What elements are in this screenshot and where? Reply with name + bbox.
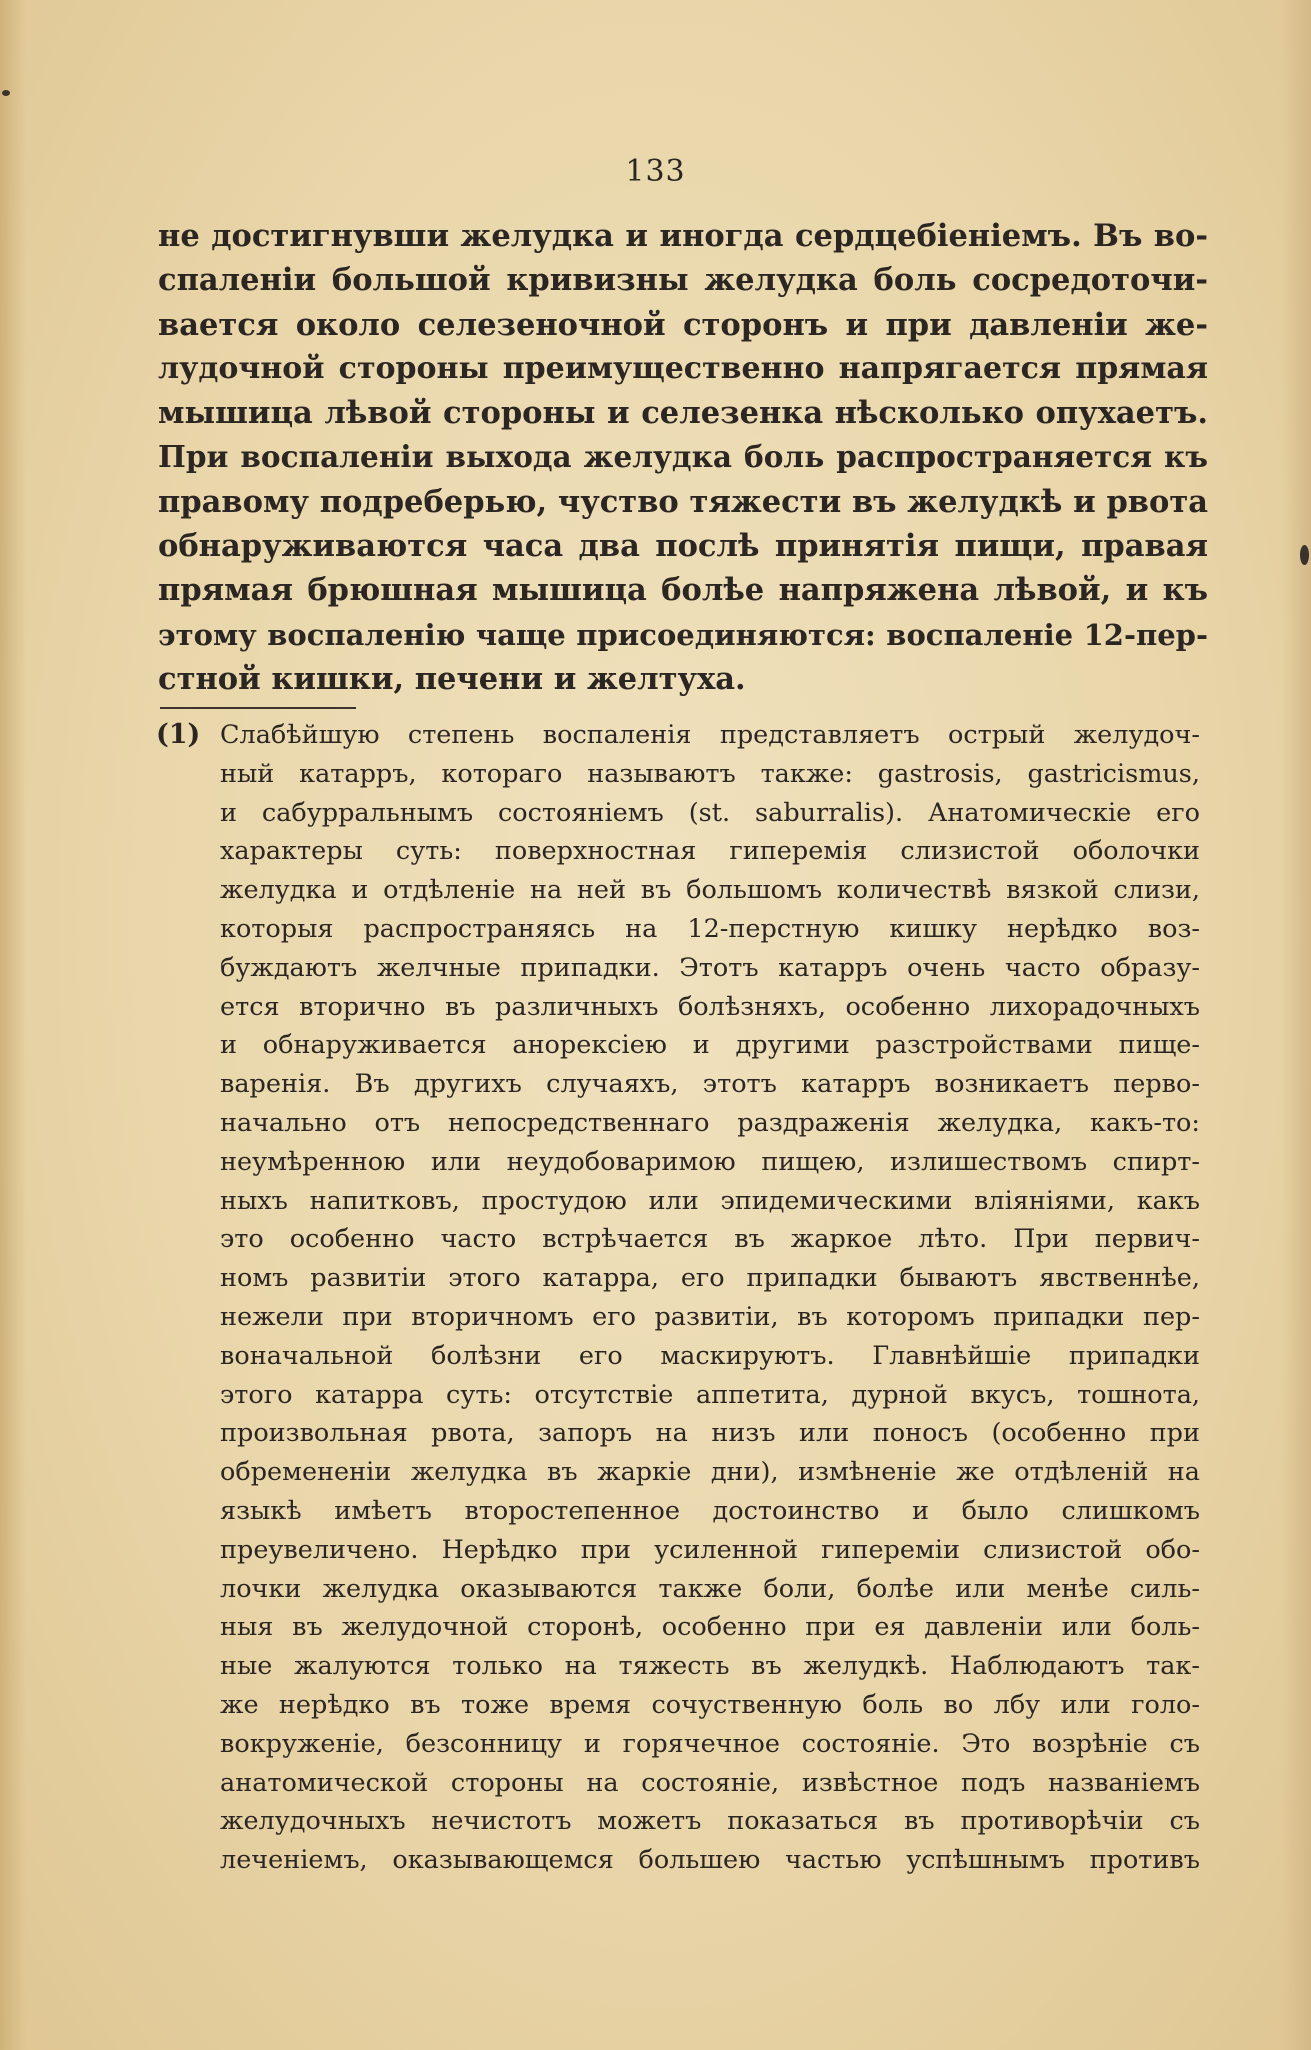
- text-line: не достигнувши желудка и иногда сердцебіеніемъ. Въ во-: [158, 218, 1208, 254]
- footnote-line: анатомической стороны на состояніе, извѣстное подъ названіемъ: [220, 1767, 1200, 1798]
- footnote-line: неумѣренною или неудобоваримою пищею, излишествомъ спирт-: [220, 1146, 1200, 1177]
- text-line: лудочной стороны преимущественно напрягается прямая: [158, 350, 1208, 386]
- footnote-line: буждаютъ желчные припадки. Этотъ катарръ очень часто образу-: [220, 952, 1200, 983]
- footnote-line: ные жалуются только на тяжесть въ желудкѣ. Наблюдаютъ так-: [220, 1651, 1200, 1682]
- text-line: мышица лѣвой стороны и селезенка нѣсколько опухаетъ.: [158, 395, 1208, 432]
- footnote-line: языкѣ имѣетъ второстепенное достоинство и было слишкомъ: [220, 1495, 1200, 1526]
- footnote-line: обремененіи желудка въ жаркіе дни), измѣненіе же отдѣленій на: [220, 1457, 1200, 1488]
- text-line: При воспаленіи выхода желудка боль распространяется къ: [158, 439, 1208, 475]
- page-edge-right: [1281, 0, 1311, 2050]
- page-number: 133: [625, 154, 686, 189]
- text-line: прямая брюшная мышица болѣе напряжена лѣвой, и къ: [158, 572, 1208, 609]
- footnote-line: номъ развитіи этого катарра, его припадки бываютъ явственнѣе,: [220, 1263, 1200, 1294]
- page-edge-left: [0, 0, 26, 2050]
- footnote-line: ный катарръ, котораго называютъ также: gastrosis, gastricismus,: [220, 758, 1200, 789]
- footnote-line: воначальной болѣзни его маскируютъ. Главнѣйшіе припадки: [220, 1340, 1200, 1371]
- main-paragraph: [158, 214, 1208, 701]
- text-line: правому подреберью, чуство тяжести въ желудкѣ и рвота: [158, 483, 1208, 520]
- footnote-line: леченіемъ, оказывающемся большею частью успѣшнымъ противъ: [220, 1845, 1200, 1876]
- text-line: этому воспаленію чаще присоединяются: воспаленіе 12-пер-: [158, 617, 1208, 652]
- footnote-line: ныхъ напитковъ, простудою или эпидемическими вліяніями, какъ: [220, 1185, 1200, 1216]
- footnote-line: же нерѣдко въ тоже время сочуственную боль во лбу или голо-: [220, 1689, 1200, 1720]
- text-line: спаленіи большой кривизны желудка боль сосредоточи-: [158, 262, 1208, 299]
- footnote-line: произвольная рвота, запоръ на низъ или поносъ (особенно при: [220, 1418, 1200, 1449]
- ink-mark-right: [1300, 545, 1309, 565]
- footnote-line: начально отъ непосредственнаго раздраженія желудка, какъ-то:: [220, 1107, 1200, 1138]
- footnote-separator: [160, 707, 356, 709]
- footnote-line: которыя распространяясь на 12-перстную кишку нерѣдко воз-: [220, 913, 1200, 944]
- text-line: обнаруживаются часа два послѣ принятія пищи, правая: [158, 528, 1208, 565]
- footnote-line: это особенно часто встрѣчается въ жаркое лѣто. При первич-: [220, 1224, 1200, 1255]
- footnote-line: ется вторично въ различныхъ болѣзняхъ, особенно лихорадочныхъ: [220, 991, 1200, 1022]
- footnote-line: и сабурральнымъ состояніемъ (st. saburralis). Анатомическіе его: [220, 797, 1200, 828]
- footnote-line: желудочныхъ нечистотъ можетъ показаться въ противорѣчіи съ: [220, 1806, 1200, 1837]
- footnote-line: варенія. Въ другихъ случаяхъ, этотъ катарръ возникаетъ перво-: [220, 1069, 1200, 1100]
- footnote-line: ныя въ желудочной сторонѣ, особенно при ея давленіи или боль-: [220, 1612, 1200, 1643]
- footnote-line: нежели при вторичномъ его развитіи, въ которомъ припадки пер-: [220, 1301, 1200, 1332]
- ink-mark-left: [2, 90, 10, 96]
- footnote-line: преувеличено. Нерѣдко при усиленной гипереміи слизистой обо-: [220, 1534, 1200, 1565]
- text-line: вается около селезеночной сторонъ и при давленіи же-: [158, 306, 1208, 343]
- footnote-line: и обнаруживается анорексіею и другими разстройствами пище-: [220, 1030, 1200, 1061]
- footnote-line: Слабѣйшую степень воспаленія представляетъ острый желудоч-: [220, 720, 1200, 750]
- footnote-text: [220, 716, 1200, 1880]
- footnote-marker: (1): [156, 719, 201, 750]
- text-line: стной кишки, печени и желтуха.: [158, 660, 746, 697]
- footnote-line: вокруженіе, безсонницу и горячечное состояніе. Это возрѣніе съ: [220, 1728, 1200, 1759]
- footnote-line: лочки желудка оказываются также боли, болѣе или менѣе силь-: [220, 1573, 1200, 1604]
- footnote-line: этого катарра суть: отсутствіе аппетита, дурной вкусъ, тошнота,: [220, 1379, 1200, 1410]
- footnote-line: характеры суть: поверхностная гиперемія слизистой оболочки: [220, 836, 1200, 867]
- footnote-line: желудка и отдѣленіе на ней въ большомъ количествѣ вязкой слизи,: [220, 875, 1200, 906]
